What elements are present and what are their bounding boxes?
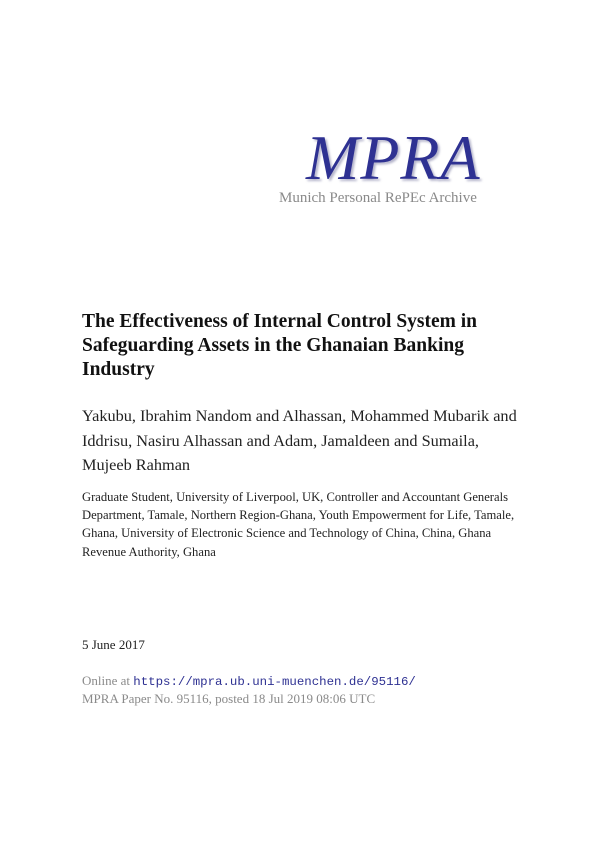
paper-title: The Effectiveness of Internal Control System in Safeguarding Assets in the Ghanaian Banking Industry: [82, 311, 478, 380]
mpra-logo: [270, 122, 520, 222]
online-label: Online at: [82, 673, 131, 688]
paper-url-link[interactable]: https://mpra.ub.uni-muenchen.de/95116/: [133, 675, 416, 689]
logo-tagline: Munich Personal RePEc Archive: [279, 190, 477, 206]
paper-affiliation: Graduate Student, University of Liverpool, UK, Controller and Accountant Generals Department, Tamale, Northern Region-Ghana, Youth Empowerment for Life, Tamale, Ghana, University of Electronic Science and Technology of China, China, Ghana Revenue Authority, Ghana: [82, 490, 515, 559]
paper-date: 5 June 2017: [82, 637, 145, 652]
paper-authors: Yakubu, Ibrahim Nandom and Alhassan, Mohammed Mubarik and Iddrisu, Nasiru Alhassan and Adam, Jamaldeen and Sumaila, Mujeeb Rahman: [82, 406, 517, 474]
online-line: [82, 672, 416, 691]
paper-info: MPRA Paper No. 95116, posted 18 Jul 2019 08:06 UTC: [82, 691, 376, 706]
logo-wordmark: MPRA: [306, 122, 481, 193]
